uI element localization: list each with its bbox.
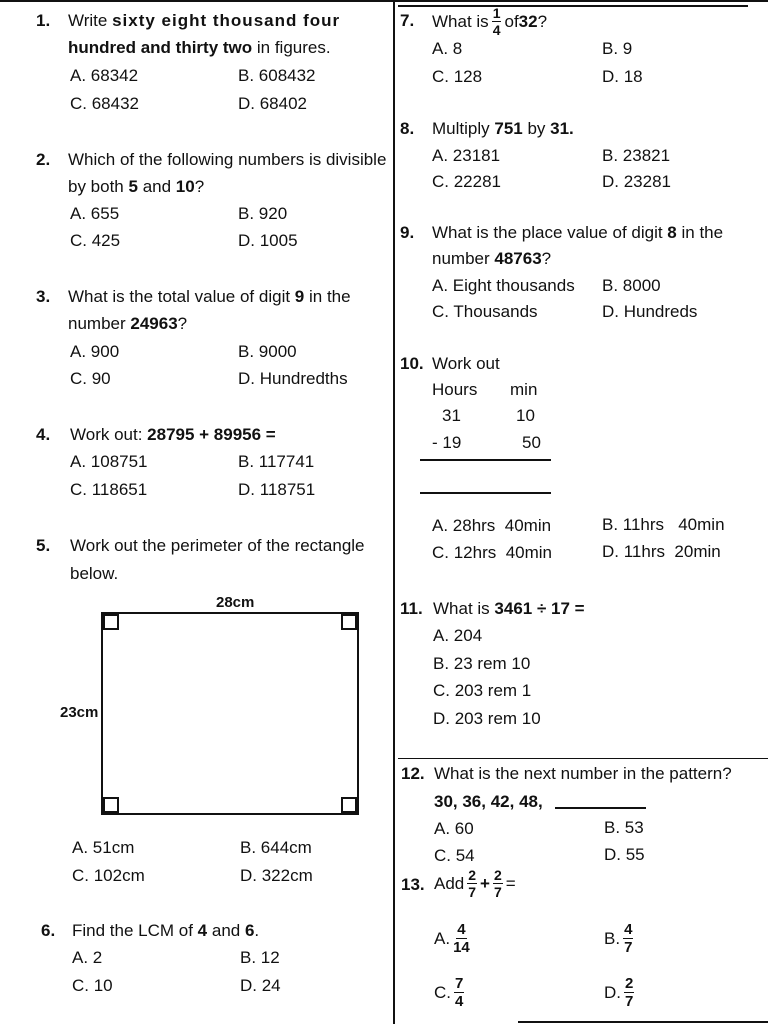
q1-number: 1. [36,11,51,30]
q3-text-2: number 24963? [68,314,188,333]
q3-option-a[interactable]: A. 900 [70,342,120,361]
q6-option-d[interactable]: D. 24 [240,976,281,995]
q9-number: 9. [400,223,415,242]
q5-number: 5. [36,536,51,555]
q12-answer-blank[interactable] [555,807,646,809]
q10-row2-min: 50 [522,433,541,452]
q10-header-hours: Hours [432,380,478,399]
q10-subtraction-line [420,459,551,461]
q8-option-b[interactable]: B. 23821 [602,146,671,165]
q7-number: 7. [400,11,415,30]
q13-text: Add $\frac{2}{7}$ + $\frac{2}{7}$ = [434,866,516,900]
section-divider [398,758,768,759]
q10-row1-min: 10 [516,406,535,425]
q7-option-a[interactable]: A. 8 [432,39,463,58]
q3-option-d[interactable]: D. Hundredths [238,369,348,388]
q10-text: Work out [432,354,500,373]
q13-option-d[interactable]: D. $\frac{2}{7}$ [604,974,634,1010]
q10-option-a[interactable]: A. 28hrs 40min [432,516,552,535]
bottom-rule [518,1021,768,1023]
q3-number: 3. [36,287,51,306]
q13-fraction-1: $\frac{2}{7}$ [468,866,477,900]
q11-option-d[interactable]: D. 203 rem 10 [433,709,541,728]
q12-option-c[interactable]: C. 54 [434,846,475,865]
q9-text-2: number 48763? [432,249,552,268]
q12-option-b[interactable]: B. 53 [604,818,644,837]
q11-option-a[interactable]: A. 204 [433,626,483,645]
q2-text: Which of the following numbers is divisible [68,150,387,169]
q7-option-d[interactable]: D. 18 [602,67,643,86]
q4-option-b[interactable]: B. 117741 [238,452,315,471]
q9-option-c[interactable]: C. Thousands [432,302,538,321]
q12-sequence: 30, 36, 42, 48, [434,792,543,811]
q13-option-c[interactable]: C. $\frac{7}{4}$ [434,974,464,1010]
q9-option-a[interactable]: A. Eight thousands [432,276,575,295]
q8-option-a[interactable]: A. 23181 [432,146,501,165]
right-angle-mark-top-right [341,614,357,630]
q3-text: What is the total value of digit 9 in the [68,287,351,306]
q10-row2-hours: - 19 [432,433,462,452]
q1-option-c[interactable]: C. 68432 [70,94,139,113]
q2-option-a[interactable]: A. 655 [70,204,120,223]
q5-text: Work out the perimeter of the rectangle [70,536,365,555]
q1-option-d[interactable]: D. 68402 [238,94,307,113]
right-angle-mark-top-left [103,614,119,630]
q2-option-c[interactable]: C. 425 [70,231,121,250]
q3-option-c[interactable]: C. 90 [70,369,111,388]
q7-option-c[interactable]: C. 128 [432,67,483,86]
q8-option-c[interactable]: C. 22281 [432,172,501,191]
q10-header-min: min [510,380,538,399]
q13-option-b[interactable]: B. $\frac{4}{7}$ [604,920,633,956]
q5-text-2: below. [70,564,119,583]
q10-number: 10. [400,354,424,373]
q4-text: Work out: 28795 + 89956 = [70,425,276,444]
q5-option-a[interactable]: A. 51cm [72,838,135,857]
rectangle-width-label: 23cm [60,704,99,721]
q5-option-c[interactable]: C. 102cm [72,866,145,885]
q10-option-b[interactable]: B. 11hrs 40min [602,515,725,534]
q12-option-d[interactable]: D. 55 [604,845,645,864]
q4-number: 4. [36,425,51,444]
rectangle-diagram [101,612,359,815]
q2-text-2: by both 5 and 10? [68,177,205,196]
q9-text: What is the place value of digit 8 in the [432,223,724,242]
q10-answer-line[interactable] [420,492,551,494]
right-angle-mark-bottom-left [103,797,119,813]
q2-number: 2. [36,150,51,169]
q8-number: 8. [400,119,415,138]
q12-option-a[interactable]: A. 60 [434,819,474,838]
q10-option-d[interactable]: D. 11hrs 20min [602,542,721,561]
q9-option-d[interactable]: D. Hundreds [602,302,698,321]
q13-fraction-2: $\frac{2}{7}$ [493,866,502,900]
column-divider [393,0,395,1024]
top-rule [0,0,768,2]
rectangle-length-label: 28cm [216,594,255,611]
q13-number: 13. [401,875,425,894]
q9-option-b[interactable]: B. 8000 [602,276,661,295]
q11-number: 11. [400,599,423,618]
q4-option-a[interactable]: A. 108751 [70,452,148,471]
q12-number: 12. [401,764,425,783]
q4-option-d[interactable]: D. 118751 [238,480,316,499]
q4-option-c[interactable]: C. 118651 [70,480,148,499]
q5-option-d[interactable]: D. 322cm [240,866,313,885]
q12-text: What is the next number in the pattern? [434,764,732,783]
q1-text-2: hundred and thirty two in figures. [68,38,331,57]
q10-option-c[interactable]: C. 12hrs 40min [432,543,552,562]
q7-option-b[interactable]: B. 9 [602,39,633,58]
q6-option-c[interactable]: C. 10 [72,976,113,995]
q8-text: Multiply 751 by 31. [432,119,574,138]
right-angle-mark-bottom-right [341,797,357,813]
q11-text: What is 3461 ÷ 17 = [433,599,585,618]
q7-text: What is $\frac{1}{4}$ of 32 ? [432,4,548,38]
q2-option-b[interactable]: B. 920 [238,204,288,223]
q6-option-a[interactable]: A. 2 [72,948,103,967]
q1-option-b[interactable]: B. 608432 [238,66,316,85]
q1-text: Write sixty eight thousand four [68,11,341,30]
q10-row1-hours: 31 [442,406,461,425]
q3-option-b[interactable]: B. 9000 [238,342,297,361]
q11-option-c[interactable]: C. 203 rem 1 [433,681,532,700]
q11-option-b[interactable]: B. 23 rem 10 [433,654,531,673]
q1-option-a[interactable]: A. 68342 [70,66,139,85]
q2-option-d[interactable]: D. 1005 [238,231,298,250]
q7-fraction: $\frac{1}{4}$ [492,4,501,38]
q6-option-b[interactable]: B. 12 [240,948,280,967]
q5-option-b[interactable]: B. 644cm [240,838,312,857]
q6-number: 6. [41,921,56,940]
q8-option-d[interactable]: D. 23281 [602,172,671,191]
q6-text: Find the LCM of 4 and 6. [72,921,260,940]
q13-option-a[interactable]: A. $\frac{4}{14}$ [434,920,470,956]
